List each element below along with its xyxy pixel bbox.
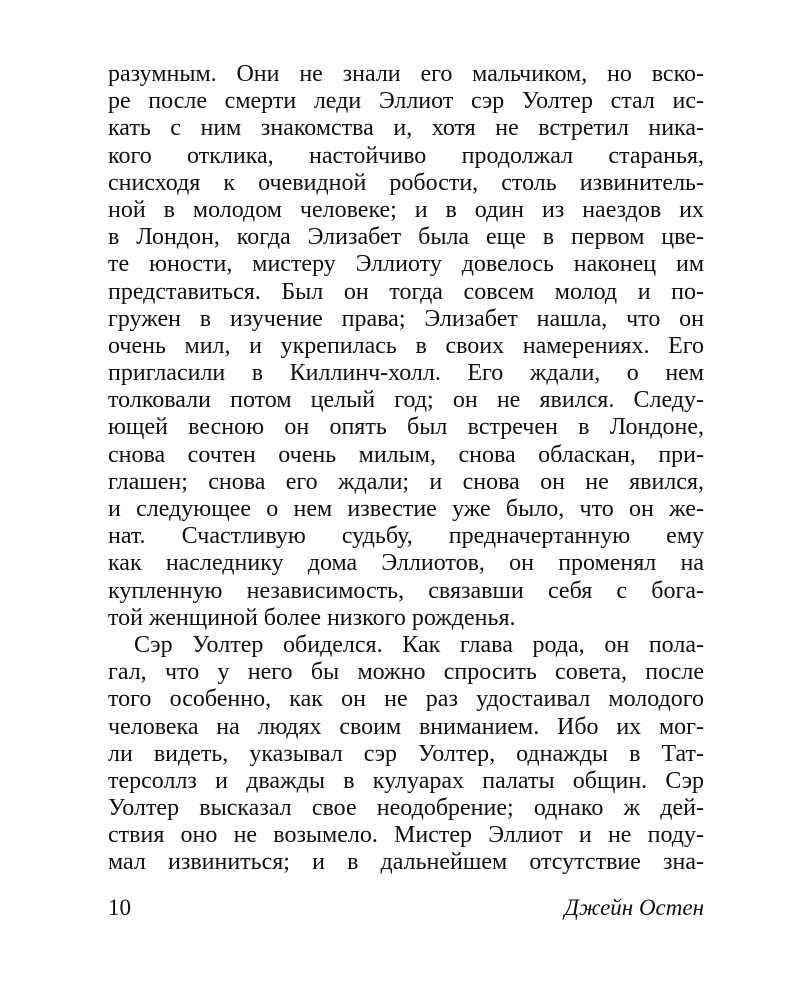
paragraph-1 <box>108 61 704 632</box>
page-number: 10 <box>108 895 131 920</box>
text-line: мал извиниться; и в дальнейшем отсутствие зна- <box>108 849 704 876</box>
text-line: разумным. Они не знали его мальчиком, но вско- <box>108 61 704 87</box>
text-line: пригласили в Киллинч-холл. Его ждали, о нем <box>108 360 704 387</box>
text-line: в Лондон, когда Элизабет была еще в первом цве- <box>108 224 704 251</box>
text-line: кать с ним знакомства и, хотя не встретил ника- <box>108 115 704 142</box>
text-line: купленную независимость, связавши себя с бога- <box>108 577 704 604</box>
text-line: толковали потом целый год; он не явился. Следу- <box>108 387 704 414</box>
text-line: той женщиной более низкого рожденья. <box>108 604 516 631</box>
body-text <box>108 61 704 877</box>
text-line: снисходя к очевидной робости, столь извинитель- <box>108 169 704 196</box>
text-line: нат. Счастливую судьбу, предначертанную ему <box>108 523 704 550</box>
paragraph-2 <box>108 632 704 877</box>
text-line: Сэр Уолтер обиделся. Как глава рода, он пола- <box>134 631 704 658</box>
text-line: снова сочтен очень милым, снова обласкан, при- <box>108 441 704 468</box>
text-line: того особенно, как он не раз удостаивал молодого <box>108 686 704 713</box>
text-line: ной в молодом человеке; и в один из наездов их <box>108 196 704 223</box>
text-line: ствия оно не возымело. Мистер Эллиот и не поду- <box>108 822 704 849</box>
text-line: глашен; снова его ждали; и снова он не явился, <box>108 468 704 495</box>
running-footer-author: Джейн Остен <box>564 895 704 920</box>
text-line: Уолтер высказал свое неодобрение; однако ж дей- <box>108 795 704 822</box>
text-line: ре после смерти леди Эллиот сэр Уолтер стал ис- <box>108 88 704 115</box>
text-line: ли видеть, указывал сэр Уолтер, однажды в Тат- <box>108 740 704 767</box>
text-line: как наследнику дома Эллиотов, он променял на <box>108 550 704 577</box>
text-line: ющей весною он опять был встречен в Лондоне, <box>108 414 704 441</box>
text-line: представиться. Был он тогда совсем молод и по- <box>108 278 704 305</box>
text-line: гружен в изучение права; Элизабет нашла, что он <box>108 305 704 332</box>
page-footer <box>108 893 704 923</box>
text-line: очень мил, и укрепилась в своих намерениях. Его <box>108 332 704 359</box>
text-line: те юности, мистеру Эллиоту довелось наконец им <box>108 251 704 278</box>
text-line: кого отклика, настойчиво продолжал старанья, <box>108 142 704 169</box>
text-line: и следующее о нем известие уже было, что он же- <box>108 496 704 522</box>
text-line: терсоллз и дважды в кулуарах палаты общин. Сэр <box>108 767 704 794</box>
text-line: человека на людях своим вниманием. Ибо их мог- <box>108 713 704 740</box>
text-line: гал, что у него бы можно спросить совета, после <box>108 659 704 686</box>
